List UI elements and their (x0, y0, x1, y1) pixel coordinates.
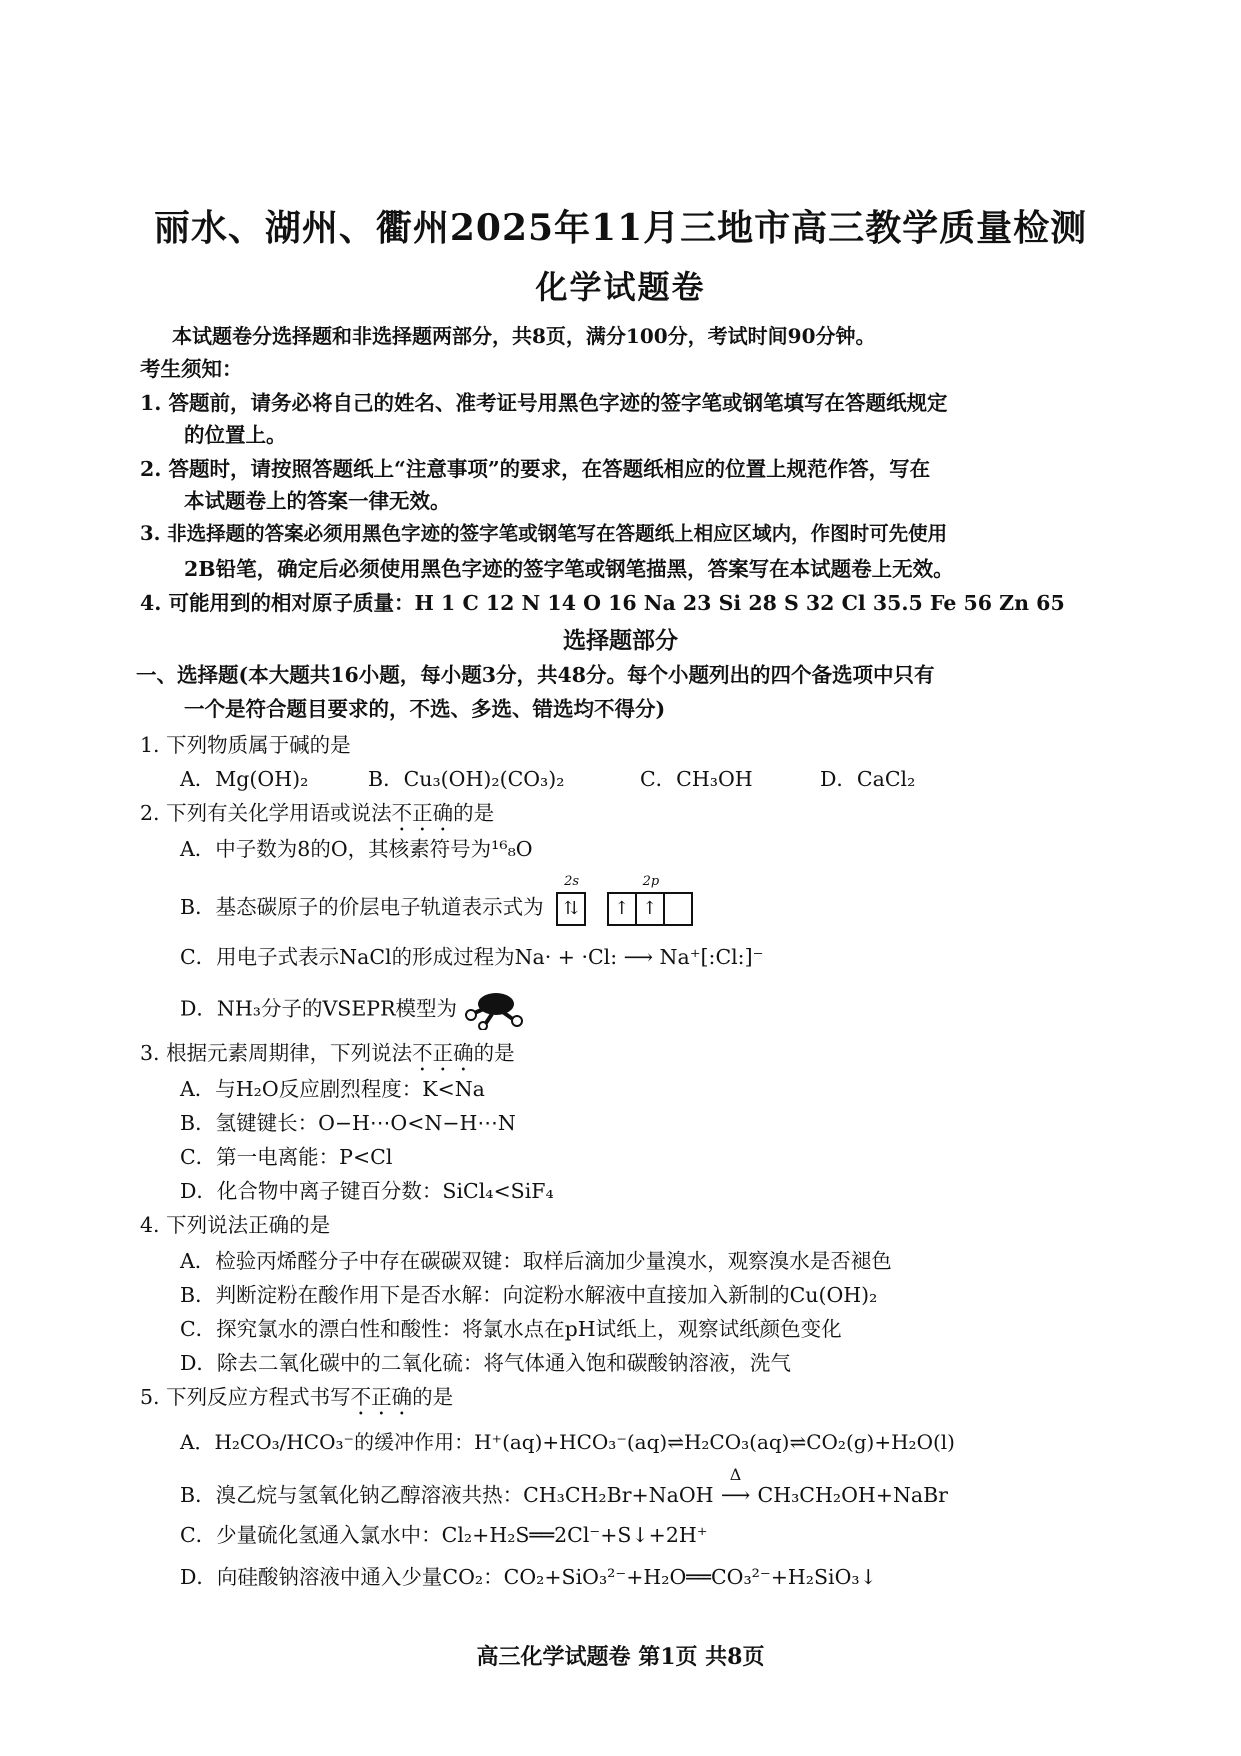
page-subtitle: 化学试题卷 (535, 268, 706, 306)
question-4-stem: 4. 下列说法正确的是 (140, 1213, 331, 1237)
q3-stem-emphasis: 不正确 (412, 1041, 474, 1065)
reaction-arrow-icon: ⟶ (720, 1483, 751, 1507)
reaction-arrow-condition: Δ (729, 1465, 742, 1484)
q5-option-d: D．向硅酸钠溶液中通入少量CO₂：CO₂+SiO₃²⁻+H₂O══CO₃²⁻+H₂SiO₃↓ (180, 1565, 877, 1589)
q2-option-b (180, 873, 693, 926)
q4-option-d: D．除去二氧化碳中的二氧化硫：将气体通入饱和碳酸钠溶液，洗气 (180, 1351, 791, 1375)
notice-line: 1. 答题前，请务必将自己的姓名、准考证号用黑色字迹的签字笔或钢笔填写在答题纸规定 (140, 391, 948, 415)
q3-stem-pre: 3. 根据元素周期律，下列说法 (140, 1041, 413, 1065)
section-instruction: 一个是符合题目要求的，不选、多选、错选均不得分) (184, 697, 666, 721)
q2-stem-emphasis: 不正确 (391, 801, 454, 825)
question-2-stem (140, 796, 494, 836)
q5-stem-post: 的是 (412, 1385, 454, 1409)
q5-option-b-post: CH₃CH₂OH+NaBr (757, 1483, 948, 1507)
q4-option-c: C．探究氯水的漂白性和酸性：将氯水点在pH试纸上，观察试纸颜色变化 (180, 1317, 842, 1341)
notice-line: 4. 可能用到的相对原子质量：H 1 C 12 N 14 O 16 Na 23 Si 28 S 32 Cl 35.5 Fe 56 Zn 65 (140, 591, 1065, 615)
page-title: 丽水、湖州、衢州2025年11月三地市高三教学质量检测 (153, 207, 1088, 249)
q5-option-b (180, 1465, 948, 1508)
q3-option-b: B．氢键键长：O−H⋯O<N−H⋯N (180, 1111, 516, 1135)
orbital-2s-label: 2s (564, 873, 580, 889)
orbital-box: ⇅ (556, 892, 586, 926)
q2-option-c: C．用电子式表示NaCl的形成过程为Na· + ·Cl: ⟶ Na⁺[:Cl:]⁻ (180, 945, 764, 969)
q3-option-a: A．与H₂O反应剧烈程度：K<Na (180, 1077, 485, 1101)
q5-stem-emphasis: 不正确 (350, 1385, 413, 1409)
reaction-arrow (714, 1465, 758, 1507)
page-footer: 高三化学试题卷 第1页 共8页 (476, 1644, 765, 1670)
q2-stem-pre: 2. 下列有关化学用语或说法 (140, 801, 392, 825)
notice-line: 3. 非选择题的答案必须用黑色字迹的签字笔或钢笔写在答题纸上相应区域内，作图时可先使用 (140, 522, 948, 545)
q3-stem-post: 的是 (473, 1041, 515, 1065)
q5-option-c: C．少量硫化氢通入氯水中：Cl₂+H₂S══2Cl⁻+S↓+2H⁺ (180, 1523, 708, 1547)
intro-text: 本试题卷分选择题和非选择题两部分，共8页，满分100分，考试时间90分钟。 (172, 324, 876, 348)
question-3-stem (140, 1036, 515, 1076)
notice-line: 的位置上。 (184, 423, 287, 447)
q1-option-d: D．CaCl₂ (820, 767, 916, 791)
notice-line: 2B铅笔，确定后必须使用黑色字迹的签字笔或钢笔描黑，答案写在本试题卷上无效。 (184, 557, 954, 581)
q2-option-d (180, 990, 534, 1030)
q5-option-a: A．H₂CO₃/HCO₃⁻的缓冲作用：H⁺(aq)+HCO₃⁻(aq)⇌H₂CO₃(aq)⇌CO₂(g)+H₂O(l) (180, 1430, 955, 1454)
q2-option-b-text: B．基态碳原子的价层电子轨道表示式为 (180, 895, 544, 919)
vsepr-model-icon (464, 990, 534, 1030)
q5-stem-pre: 5. 下列反应方程式书写 (140, 1385, 351, 1409)
orbital-box: ↑ (607, 892, 637, 926)
section-title: 选择题部分 (563, 627, 678, 654)
section-instruction: 一、选择题(本大题共16小题，每小题3分，共48分。每个小题列出的四个备选项中只有 (136, 663, 935, 687)
question-5-stem (140, 1380, 453, 1420)
q4-option-a: A．检验丙烯醛分子中存在碳碳双键：取样后滴加少量溴水，观察溴水是否褪色 (180, 1249, 892, 1273)
q3-option-c: C．第一电离能：P<Cl (180, 1145, 393, 1169)
q2-option-d-text: D．NH₃分子的VSEPR模型为 (180, 996, 458, 1021)
notice-line: 2. 答题时，请按照答题纸上“注意事项”的要求，在答题纸相应的位置上规范作答，写在 (140, 457, 931, 481)
orbital-box: ↑ (637, 892, 665, 926)
question-1-stem: 1. 下列物质属于碱的是 (140, 733, 351, 757)
q1-option-b: B．Cu₃(OH)₂(CO₃)₂ (368, 767, 565, 791)
q4-option-b: B．判断淀粉在酸作用下是否水解：向淀粉水解液中直接加入新制的Cu(OH)₂ (180, 1283, 878, 1307)
q1-option-c: C．CH₃OH (640, 767, 753, 791)
orbital-2p-label: 2p (642, 873, 660, 889)
q2-option-a: A．中子数为8的O，其核素符号为¹⁶₈O (180, 837, 533, 861)
orbital-2p (607, 873, 693, 926)
orbital-2s (556, 873, 586, 926)
notice-heading: 考生须知： (140, 357, 243, 381)
q2-stem-post: 的是 (453, 801, 495, 825)
q3-option-d: D．化合物中离子键百分数：SiCl₄<SiF₄ (180, 1179, 554, 1203)
q1-option-a: A．Mg(OH)₂ (180, 767, 309, 791)
q5-option-b-pre: B．溴乙烷与氢氧化钠乙醇溶液共热：CH₃CH₂Br+NaOH (180, 1483, 714, 1507)
notice-line: 本试题卷上的答案一律无效。 (184, 489, 451, 513)
orbital-box (665, 892, 693, 926)
